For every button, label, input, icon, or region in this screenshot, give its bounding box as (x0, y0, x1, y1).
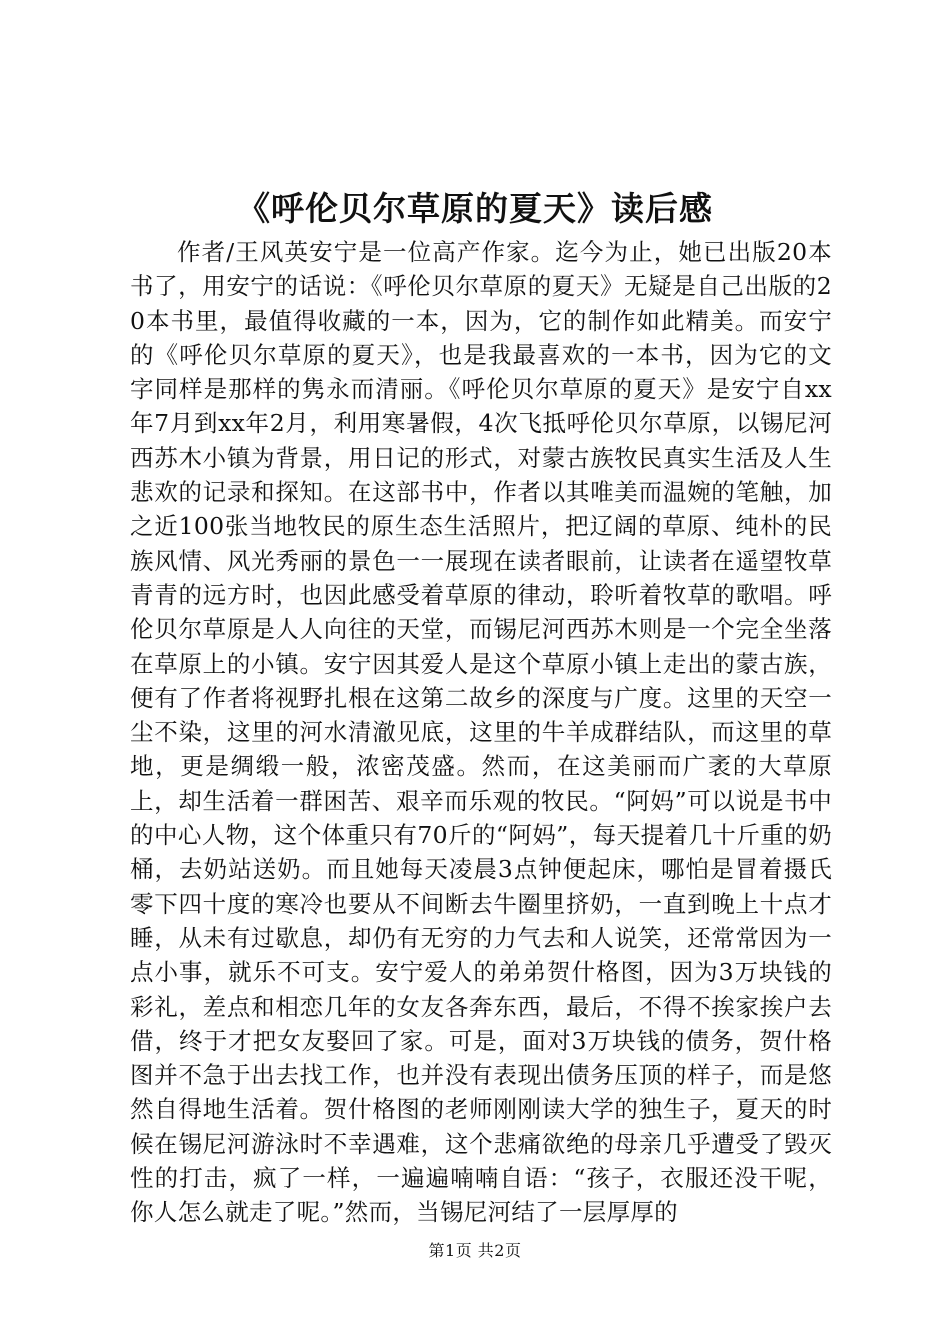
page-footer: 第1页 共2页 (428, 1241, 522, 1260)
body-paragraph: 作者/王风英安宁是一位高产作家。迄今为止，她已出版20本书了，用安宁的话说：《呼伦贝尔草原的夏天》无疑是自己出版的20本书里，最值得收藏的一本，因为，它的制作如此精美。而安宁的《呼伦贝尔草原的夏天》，也是我最喜欢的一本书，因为它的文字同样是那样的隽永而清丽。《呼伦贝尔草原的夏天》是安宁自xx年7月到xx年2月，利用寒暑假，4次飞抵呼伦贝尔草原，以锡尼河西苏木小镇为背景，用日记的形式，对蒙古族牧民真实生活及人生悲欢的记录和探知。在这部书中，作者以其唯美而温婉的笔触，加之近100张当地牧民的原生态生活照片，把辽阔的草原、纯朴的民族风情、风光秀丽的景色一一展现在读者眼前，让读者在遥望牧草青青的远方时，也因此感受着草原的律动，聆听着牧草的歌唱。呼伦贝尔草原是人人向往的天堂，而锡尼河西苏木则是一个完全坐落在草原上的小镇。安宁因其爱人是这个草原小镇上走出的蒙古族，便有了作者将视野扎根在这第二故乡的深度与广度。这里的天空一尘不染，这里的河水清澈见底，这里的牛羊成群结队，而这里的草地，更是绸缎一般，浓密茂盛。然而，在这美丽而广袤的大草原上，却生活着一群困苦、艰辛而乐观的牧民。“阿妈”可以说是书中的中心人物，这个体重只有70斤的“阿妈”，每天提着几十斤重的奶桶，去奶站送奶。而且她每天凌晨3点钟便起床，哪怕是冒着摄氏零下四十度的寒冷也要从不间断去牛圈里挤奶，一直到晚上十点才睡，从未有过歇息，却仍有无穷的力气去和人说笑，还常常因为一点小事，就乐不可支。安宁爱人的弟弟贺什格图，因为3万块钱的彩礼，差点和相恋几年的女友各奔东西，最后，不得不挨家挨户去借，终于才把女友娶回了家。可是，面对3万块钱的债务，贺什格图并不急于出去找工作，也并没有表现出债务压顶的样子，而是悠然自得地生活着。贺什格图的老师刚刚读大学的独生子，夏天的时候在锡尼河游泳时不幸遇难，这个悲痛欲绝的母亲几乎遭受了毁灭性的打击，疯了一样，一遍遍喃喃自语：“孩子，衣服还没干呢，你人怎么就走了呢。”然而，当锡尼河结了一层厚厚的 (130, 238, 832, 1227)
document-title: 《呼伦贝尔草原的夏天》读后感 (237, 189, 713, 228)
